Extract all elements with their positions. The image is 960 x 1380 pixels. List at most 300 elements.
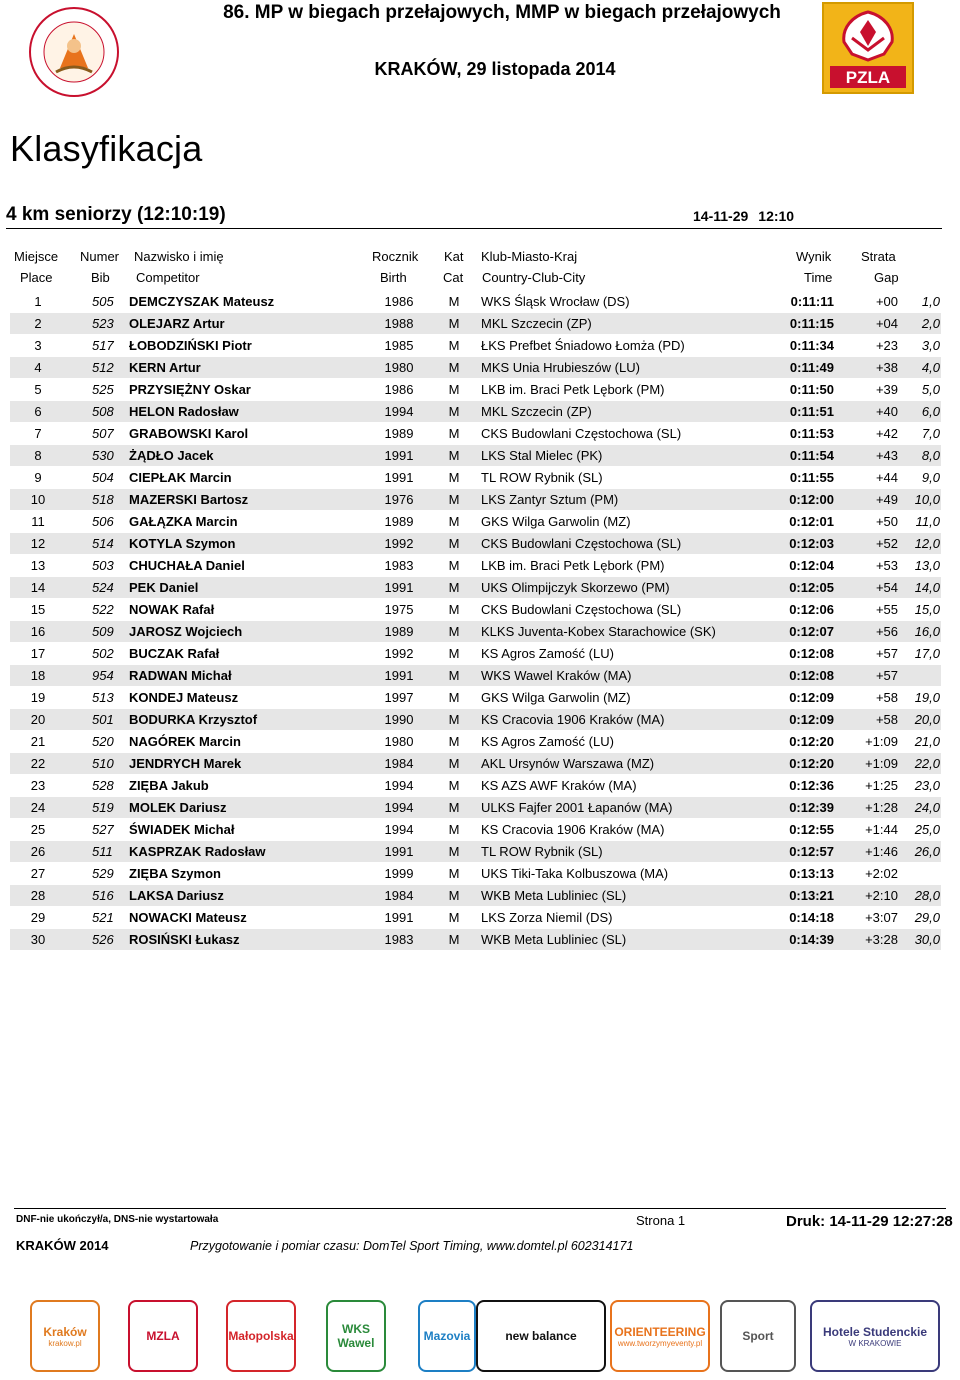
- result-time: 0:12:20: [789, 734, 834, 749]
- result-cat: M: [448, 624, 460, 639]
- table-row: [10, 511, 941, 532]
- result-club: TL ROW Rybnik (SL): [481, 844, 603, 859]
- result-cat: M: [448, 734, 460, 749]
- result-gap: +00: [875, 294, 898, 309]
- result-birth: 1991: [384, 668, 414, 683]
- result-gap: +52: [875, 536, 898, 551]
- result-place: 13: [30, 558, 46, 573]
- table-row: [10, 863, 941, 884]
- result-place: 8: [34, 448, 42, 463]
- result-cat: M: [448, 316, 460, 331]
- result-time: 0:11:53: [789, 426, 834, 441]
- sponsor-name: ORIENTEERING: [614, 1324, 706, 1339]
- result-time: 0:12:08: [789, 668, 834, 683]
- result-bib: 516: [92, 888, 114, 903]
- result-bib: 506: [92, 514, 114, 529]
- result-place: 27: [30, 866, 46, 881]
- result-name: KASPRZAK Radosław: [129, 844, 266, 859]
- result-birth: 1991: [384, 448, 414, 463]
- race-time: 12:10: [758, 208, 795, 224]
- result-club: AKL Ursynów Warszawa (MZ): [481, 756, 655, 771]
- result-points: 13,0: [914, 558, 940, 573]
- result-gap: +1:09: [865, 734, 898, 749]
- result-bib: 508: [92, 404, 114, 419]
- race-datetime: [693, 208, 804, 224]
- result-birth: 1991: [384, 470, 414, 485]
- result-birth: 1985: [384, 338, 414, 353]
- result-name: JENDRYCH Marek: [129, 756, 242, 771]
- result-gap: +2:02: [865, 866, 898, 881]
- result-time: 0:12:01: [789, 514, 834, 529]
- pzla-logo-text: PZLA: [845, 68, 891, 87]
- result-cat: M: [448, 646, 460, 661]
- result-club: TL ROW Rybnik (SL): [481, 470, 603, 485]
- result-birth: 1997: [384, 690, 414, 705]
- result-place: 3: [34, 338, 42, 353]
- result-name: OLEJARZ Artur: [129, 316, 225, 331]
- result-birth: 1991: [384, 910, 414, 925]
- result-name: BUCZAK Rafał: [129, 646, 220, 661]
- result-cat: M: [448, 712, 460, 727]
- result-bib: 527: [92, 822, 114, 837]
- result-points: 19,0: [914, 690, 940, 705]
- result-place: 6: [34, 404, 42, 419]
- result-club: KS Agros Zamość (LU): [481, 734, 614, 749]
- result-points: 8,0: [921, 448, 940, 463]
- result-cat: M: [448, 338, 460, 353]
- result-time: 0:11:49: [789, 360, 834, 375]
- result-bib: 502: [92, 646, 114, 661]
- result-birth: 1990: [384, 712, 414, 727]
- result-gap: +1:46: [865, 844, 898, 859]
- pzla-logo: [822, 2, 914, 94]
- result-time: 0:11:54: [789, 448, 834, 463]
- result-name: ŁOBODZIŃSKI Piotr: [129, 338, 252, 353]
- result-bib: 523: [92, 316, 114, 331]
- result-club: WKS Wawel Kraków (MA): [481, 668, 632, 683]
- page-title: Klasyfikacja: [10, 128, 203, 169]
- result-time: 0:14:18: [789, 910, 834, 925]
- result-name: GAŁĄZKA Marcin: [129, 514, 238, 529]
- result-points: 17,0: [914, 646, 940, 661]
- result-time: 0:12:05: [789, 580, 834, 595]
- result-bib: 525: [92, 382, 114, 397]
- result-place: 9: [34, 470, 42, 485]
- sponsor-subtitle: www.tworzymyeventy.pl: [617, 1338, 703, 1348]
- result-time: 0:12:39: [789, 800, 834, 815]
- result-points: 7,0: [921, 426, 940, 441]
- result-gap: +2:10: [865, 888, 898, 903]
- result-gap: +58: [875, 712, 898, 727]
- result-cat: M: [448, 800, 460, 815]
- table-row: [10, 599, 941, 620]
- result-place: 20: [30, 712, 46, 727]
- result-name: LAKSA Dariusz: [129, 888, 224, 903]
- table-row: [10, 291, 941, 312]
- result-cat: M: [448, 866, 460, 881]
- sponsor-name: Kraków: [43, 1324, 87, 1339]
- result-points: 6,0: [921, 404, 940, 419]
- result-gap: +57: [875, 646, 898, 661]
- result-cat: M: [448, 690, 460, 705]
- table-row: [10, 797, 941, 818]
- col-club-en: Country-Club-City: [482, 270, 586, 285]
- result-gap: +39: [875, 382, 898, 397]
- result-points: 30,0: [914, 932, 940, 947]
- result-gap: +3:07: [865, 910, 898, 925]
- result-birth: 1989: [384, 624, 414, 639]
- result-place: 2: [34, 316, 42, 331]
- col-birth-pl: Rocznik: [372, 249, 419, 264]
- result-points: 10,0: [914, 492, 940, 507]
- result-birth: 1992: [384, 536, 414, 551]
- table-row: [10, 841, 941, 862]
- result-place: 24: [30, 800, 46, 815]
- result-club: KS Agros Zamość (LU): [481, 646, 614, 661]
- result-time: 0:12:03: [789, 536, 834, 551]
- result-birth: 1991: [384, 580, 414, 595]
- result-name: CHUCHAŁA Daniel: [129, 558, 245, 573]
- table-row: [10, 643, 941, 664]
- result-club: LKS Stal Mielec (PK): [481, 448, 603, 463]
- result-club: LKS Zorza Niemil (DS): [481, 910, 613, 925]
- result-bib: 507: [92, 426, 114, 441]
- result-name: KERN Artur: [129, 360, 201, 375]
- result-bib: 522: [92, 602, 114, 617]
- result-club: MKS Unia Hrubieszów (LU): [481, 360, 640, 375]
- result-points: 12,0: [914, 536, 940, 551]
- result-points: 26,0: [914, 844, 940, 859]
- col-place-en: Place: [20, 270, 53, 285]
- result-club: UKS Tiki-Taka Kolbuszowa (MA): [481, 866, 669, 881]
- result-name: ŻĄDŁO Jacek: [129, 448, 214, 463]
- table-row: [10, 467, 941, 488]
- col-gap-pl: Strata: [861, 249, 896, 264]
- result-bib: 513: [92, 690, 114, 705]
- result-bib: 524: [92, 580, 114, 595]
- sponsor-name: MZLA: [146, 1329, 180, 1343]
- result-name: NOWAK Rafał: [129, 602, 215, 617]
- result-name: JAROSZ Wojciech: [129, 624, 243, 639]
- result-cat: M: [448, 756, 460, 771]
- result-place: 11: [31, 514, 45, 529]
- col-time-pl: Wynik: [796, 249, 832, 264]
- result-points: 3,0: [921, 338, 940, 353]
- result-points: 29,0: [914, 910, 940, 925]
- result-gap: +55: [875, 602, 898, 617]
- table-row: [10, 885, 941, 906]
- table-row: [10, 379, 941, 400]
- result-place: 21: [30, 734, 46, 749]
- result-time: 0:12:06: [789, 602, 834, 617]
- result-points: 9,0: [921, 470, 940, 485]
- result-place: 16: [30, 624, 46, 639]
- result-gap: +53: [875, 558, 898, 573]
- result-bib: 528: [92, 778, 114, 793]
- result-cat: M: [448, 822, 460, 837]
- result-club: LKB im. Braci Petk Lębork (PM): [481, 382, 665, 397]
- result-time: 0:12:00: [789, 492, 834, 507]
- result-gap: +56: [875, 624, 898, 639]
- result-points: 28,0: [914, 888, 940, 903]
- table-row: [10, 731, 941, 752]
- sponsor-name: Mazovia: [423, 1329, 471, 1343]
- result-points: 23,0: [914, 778, 940, 793]
- sponsor-logo: [128, 1300, 198, 1372]
- result-place: 22: [30, 756, 46, 771]
- col-cat-pl: Kat: [444, 249, 464, 264]
- result-cat: M: [448, 382, 460, 397]
- result-bib: 517: [92, 338, 114, 353]
- result-bib: 520: [92, 734, 114, 749]
- result-club: KS Cracovia 1906 Kraków (MA): [481, 712, 665, 727]
- col-birth-en: Birth: [380, 270, 407, 285]
- result-name: KONDEJ Mateusz: [129, 690, 239, 705]
- result-birth: 1983: [384, 932, 414, 947]
- result-birth: 1999: [384, 866, 414, 881]
- table-row: [10, 665, 941, 686]
- table-row: [10, 423, 941, 444]
- table-row: [10, 687, 941, 708]
- result-bib: 526: [92, 932, 114, 947]
- result-name: CIEPŁAK Marcin: [129, 470, 232, 485]
- result-bib: 503: [92, 558, 114, 573]
- championship-logo: [16, 6, 134, 100]
- sponsor-logo: [418, 1300, 476, 1372]
- result-time: 0:11:15: [789, 316, 834, 331]
- result-club: CKS Budowlani Częstochowa (SL): [481, 426, 682, 441]
- result-birth: 1989: [384, 514, 414, 529]
- result-place: 26: [30, 844, 46, 859]
- sponsor-subtitle: W KRAKOWIE: [848, 1338, 902, 1348]
- result-cat: M: [448, 514, 460, 529]
- table-row: [10, 621, 941, 642]
- sponsor-subtitle: krakow.pl: [48, 1338, 82, 1348]
- result-points: 5,0: [921, 382, 940, 397]
- table-row: [10, 907, 941, 928]
- col-name-en: Competitor: [136, 270, 200, 285]
- result-birth: 1984: [384, 888, 414, 903]
- result-gap: +54: [875, 580, 898, 595]
- result-name: ROSIŃSKI Łukasz: [129, 932, 240, 947]
- race-title-underline: [6, 228, 942, 229]
- result-points: 15,0: [914, 602, 940, 617]
- result-bib: 518: [92, 492, 114, 507]
- result-club: LKB im. Braci Petk Lębork (PM): [481, 558, 665, 573]
- result-cat: M: [448, 580, 460, 595]
- result-time: 0:12:20: [789, 756, 834, 771]
- race-title: 4 km seniorzy (12:10:19): [6, 204, 226, 225]
- print-timestamp: Druk: 14-11-29 12:27:28: [786, 1213, 953, 1230]
- result-club: MKL Szczecin (ZP): [481, 404, 592, 419]
- result-birth: 1980: [384, 360, 414, 375]
- result-name: NAGÓREK Marcin: [129, 734, 241, 749]
- result-place: 18: [30, 668, 46, 683]
- result-club: WKB Meta Lubliniec (SL): [481, 932, 627, 947]
- result-time: 0:14:39: [789, 932, 834, 947]
- result-points: 21,0: [914, 734, 940, 749]
- result-gap: +04: [875, 316, 898, 331]
- result-cat: M: [448, 778, 460, 793]
- result-club: CKS Budowlani Częstochowa (SL): [481, 602, 682, 617]
- result-name: PRZYSIĘŻNY Oskar: [129, 382, 251, 397]
- result-cat: M: [448, 294, 460, 309]
- result-time: 0:13:13: [789, 866, 834, 881]
- result-time: 0:13:21: [789, 888, 834, 903]
- col-bib-en: Bib: [91, 270, 110, 285]
- result-bib: 512: [92, 360, 114, 375]
- result-club: KLKS Juventa-Kobex Starachowice (SK): [481, 624, 716, 639]
- result-place: 19: [30, 690, 46, 705]
- result-points: 20,0: [914, 712, 940, 727]
- result-bib: 530: [92, 448, 114, 463]
- result-time: 0:11:34: [789, 338, 834, 353]
- result-gap: +50: [875, 514, 898, 529]
- result-gap: +3:28: [865, 932, 898, 947]
- result-bib: 501: [92, 712, 114, 727]
- result-place: 28: [30, 888, 46, 903]
- result-birth: 1986: [384, 382, 414, 397]
- table-row: [10, 555, 941, 576]
- result-club: WKB Meta Lubliniec (SL): [481, 888, 627, 903]
- result-birth: 1986: [384, 294, 414, 309]
- col-place-pl: Miejsce: [14, 249, 59, 264]
- table-row: [10, 753, 941, 774]
- table-row: [10, 819, 941, 840]
- result-name: HELON Radosław: [129, 404, 239, 419]
- sponsor-logos: [30, 1300, 940, 1380]
- sponsor-logo: [610, 1300, 710, 1372]
- footer-divider: [14, 1208, 946, 1209]
- table-row: [10, 357, 941, 378]
- result-bib: 529: [92, 866, 114, 881]
- col-time-en: Time: [804, 270, 833, 285]
- col-bib-pl: Numer: [80, 249, 120, 264]
- result-time: 0:12:04: [789, 558, 834, 573]
- result-cat: M: [448, 558, 460, 573]
- timing-credit: Przygotowanie i pomiar czasu: DomTel Sport Timing, www.domtel.pl 602314171: [190, 1239, 634, 1253]
- table-row: [10, 775, 941, 796]
- result-time: 0:12:57: [789, 844, 834, 859]
- table-row: [10, 401, 941, 422]
- result-gap: +42: [875, 426, 898, 441]
- result-club: MKL Szczecin (ZP): [481, 316, 592, 331]
- result-points: 16,0: [914, 624, 940, 639]
- col-name-pl: Nazwisko i imię: [134, 249, 224, 264]
- col-club-pl: Klub-Miasto-Kraj: [481, 249, 578, 264]
- result-points: 14,0: [914, 580, 940, 595]
- result-name: MAZERSKI Bartosz: [129, 492, 249, 507]
- result-place: 12: [30, 536, 46, 551]
- result-gap: +44: [875, 470, 898, 485]
- result-name: ŚWIADEK Michał: [129, 822, 235, 837]
- result-club: ŁKS Prefbet Śniadowo Łomża (PD): [481, 338, 685, 353]
- sponsor-name: Małopolska: [228, 1329, 294, 1343]
- table-row: [10, 489, 941, 510]
- result-bib: 521: [92, 910, 114, 925]
- result-birth: 1983: [384, 558, 414, 573]
- result-name: GRABOWSKI Karol: [129, 426, 249, 441]
- result-bib: 509: [92, 624, 114, 639]
- result-cat: M: [448, 888, 460, 903]
- result-points: 1,0: [921, 294, 940, 309]
- result-time: 0:12:09: [789, 712, 834, 727]
- result-points: 25,0: [914, 822, 940, 837]
- result-time: 0:12:09: [789, 690, 834, 705]
- result-place: 10: [30, 492, 46, 507]
- result-birth: 1994: [384, 822, 414, 837]
- result-birth: 1975: [384, 602, 414, 617]
- result-gap: +1:25: [865, 778, 898, 793]
- result-gap: +57: [875, 668, 898, 683]
- result-club: CKS Budowlani Częstochowa (SL): [481, 536, 682, 551]
- result-name: RADWAN Michał: [129, 668, 232, 683]
- result-club: KS AZS AWF Kraków (MA): [481, 778, 637, 793]
- sponsor-logo: [326, 1300, 386, 1372]
- result-time: 0:12:55: [789, 822, 834, 837]
- result-cat: M: [448, 932, 460, 947]
- result-birth: 1994: [384, 404, 414, 419]
- result-points: 22,0: [914, 756, 940, 771]
- table-row: [10, 577, 941, 598]
- result-time: 0:11:51: [789, 404, 834, 419]
- result-cat: M: [448, 470, 460, 485]
- result-gap: +1:28: [865, 800, 898, 815]
- result-cat: M: [448, 360, 460, 375]
- table-row: [10, 335, 941, 356]
- result-place: 4: [34, 360, 42, 375]
- table-row: [10, 445, 941, 466]
- result-bib: 504: [92, 470, 114, 485]
- result-place: 1: [34, 294, 42, 309]
- result-cat: M: [448, 602, 460, 617]
- footer-city: KRAKÓW 2014: [16, 1238, 109, 1253]
- sponsor-logo: [30, 1300, 100, 1372]
- result-time: 0:11:55: [789, 470, 834, 485]
- result-place: 30: [30, 932, 46, 947]
- sponsor-logo: [226, 1300, 296, 1372]
- result-gap: +23: [875, 338, 898, 353]
- result-cat: M: [448, 844, 460, 859]
- result-bib: 505: [92, 294, 114, 309]
- result-birth: 1991: [384, 844, 414, 859]
- result-birth: 1992: [384, 646, 414, 661]
- result-name: ZIĘBA Jakub: [129, 778, 209, 793]
- result-birth: 1989: [384, 426, 414, 441]
- table-row: [10, 533, 941, 554]
- result-place: 17: [30, 646, 46, 661]
- result-birth: 1976: [384, 492, 414, 507]
- sponsor-name: Sport: [742, 1329, 774, 1343]
- sponsor-logo: [810, 1300, 940, 1372]
- result-gap: +49: [875, 492, 898, 507]
- result-place: 15: [30, 602, 46, 617]
- table-row: [10, 313, 941, 334]
- result-birth: 1994: [384, 778, 414, 793]
- result-time: 0:12:08: [789, 646, 834, 661]
- result-place: 29: [30, 910, 46, 925]
- result-birth: 1980: [384, 734, 414, 749]
- result-place: 7: [34, 426, 42, 441]
- result-points: 2,0: [921, 316, 940, 331]
- result-time: 0:11:11: [790, 294, 834, 309]
- result-gap: +1:09: [865, 756, 898, 771]
- result-bib: 510: [92, 756, 114, 771]
- result-name: ZIĘBA Szymon: [129, 866, 221, 881]
- result-club: GKS Wilga Garwolin (MZ): [481, 514, 631, 529]
- col-gap-en: Gap: [874, 270, 899, 285]
- sponsor-name: new balance: [505, 1329, 577, 1343]
